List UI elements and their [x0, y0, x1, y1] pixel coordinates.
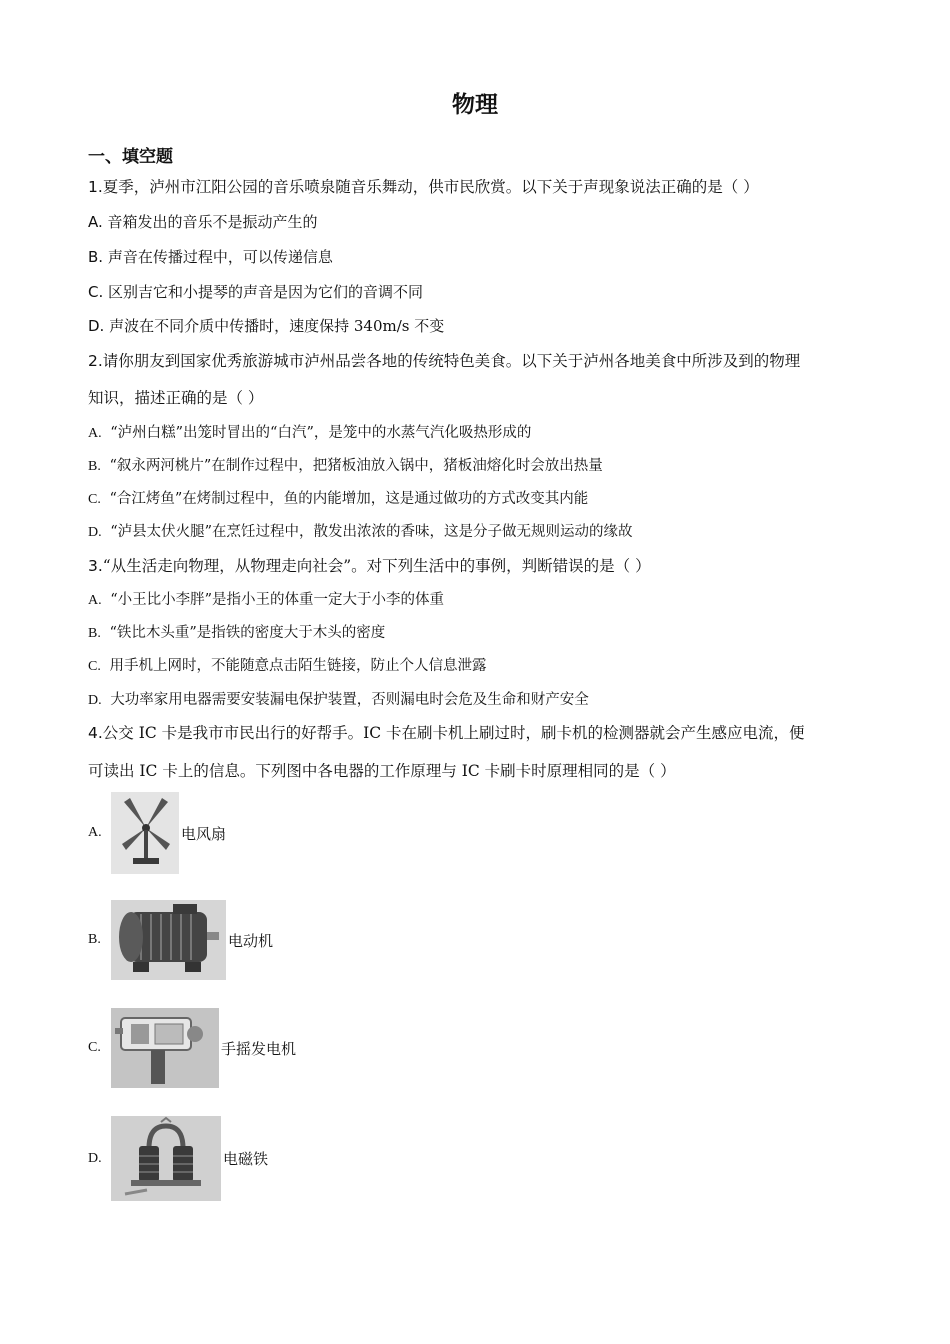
option-text: “小王比小李胖”是指小王的体重一定大于小李的体重: [110, 592, 445, 608]
option-text: 区别吉它和小提琴的声音是因为它们的音调不同: [108, 283, 424, 301]
question-4-stem-continued: [88, 761, 676, 781]
option-letter: B.: [88, 932, 101, 947]
question-1-option-b: [88, 247, 333, 267]
option-letter: A.: [88, 593, 102, 608]
question-1-option-c: [88, 282, 423, 302]
question-text: 知识，描述正确的是（ ）: [88, 389, 264, 407]
question-3-option-b: [88, 623, 385, 644]
option-letter: A.: [88, 213, 103, 231]
option-text: 大功率家用电器需要安装漏电保护装置，否则漏电时会危及生命和财产安全: [110, 692, 589, 708]
option-letter: C.: [88, 283, 104, 301]
option-text: “叙永两河桃片”在制作过程中，把猪板油放入锅中，猪板油熔化时会放出热量: [109, 458, 603, 474]
electric-motor-icon: [111, 900, 226, 980]
question-4-stem: [88, 723, 805, 743]
question-number: 3.: [88, 557, 103, 575]
section-heading: 一、填空题: [88, 147, 173, 167]
question-1-option-d: [88, 316, 444, 336]
question-text: 公交 IC 卡是我市市民出行的好帮手。IC 卡在刷卡机上刷过时，刷卡机的检测器就会产生感应电流，便: [102, 724, 805, 742]
question-number: 4.: [88, 724, 103, 742]
electric-fan-icon: [111, 792, 179, 874]
option-letter: D.: [88, 1150, 102, 1166]
option-letter: C.: [88, 1040, 101, 1055]
option-letter: D.: [88, 317, 105, 335]
option-letter: A.: [88, 825, 102, 840]
question-2-option-c: [88, 489, 588, 510]
option-text: 声波在不同介质中传播时，速度保持 340m/s 不变: [109, 317, 445, 335]
option-letter: A.: [88, 426, 102, 441]
question-text: “从生活走向物理，从物理走向社会”。对下列生活中的事例，判断错误的是（ ）: [102, 557, 651, 575]
option-letter: C.: [88, 492, 101, 507]
question-text: 夏季，泸州市江阳公园的音乐喷泉随音乐舞动，供市民欣赏。以下关于声现象说法正确的是（ ）: [102, 178, 759, 196]
option-text: “泸县太伏火腿”在烹饪过程中，散发出浓浓的香味，这是分子做无规则运动的缘故: [110, 524, 633, 540]
question-3-option-c: [88, 656, 486, 677]
option-text: “合江烤鱼”在烤制过程中，鱼的内能增加，这是通过做功的方式改变其内能: [109, 491, 589, 507]
electromagnet-icon: [111, 1116, 221, 1201]
option-letter: B.: [88, 459, 101, 474]
question-4-option-b: [88, 900, 273, 980]
option-text: 音箱发出的音乐不是振动产生的: [107, 213, 318, 231]
question-number: 2.: [88, 352, 103, 370]
question-text: 请你朋友到国家优秀旅游城市泸州品尝各地的传统特色美食。以下关于泸州各地美食中所涉及到的物理: [102, 352, 801, 370]
question-1-option-a: [88, 212, 318, 232]
question-1-stem: [88, 177, 759, 197]
question-4-option-c: [88, 1008, 296, 1088]
option-label: 电磁铁: [223, 1150, 269, 1168]
question-3-option-d: [88, 690, 589, 711]
option-text: “泸州白糕”出笼时冒出的“白汽”，是笼中的水蒸气汽化吸热形成的: [110, 425, 532, 441]
option-label: 手摇发电机: [221, 1039, 297, 1058]
option-letter: B.: [88, 626, 101, 641]
option-letter: C.: [88, 659, 101, 674]
option-label: 电风扇: [181, 824, 227, 843]
question-3-stem: [88, 556, 651, 576]
question-text: 可读出 IC 卡上的信息。下列图中各电器的工作原理与 IC 卡刷卡时原理相同的是（ ）: [88, 762, 676, 780]
question-2-stem-continued: [88, 388, 263, 408]
question-2-stem: [88, 351, 800, 371]
question-2-option-d: [88, 522, 633, 543]
option-text: “铁比木头重”是指铁的密度大于木头的密度: [109, 625, 386, 641]
question-2-option-b: [88, 456, 603, 477]
question-3-option-a: [88, 590, 444, 611]
question-4-option-a: [88, 792, 226, 874]
question-2-option-a: [88, 423, 531, 444]
option-text: 用手机上网时，不能随意点击陌生链接，防止个人信息泄露: [109, 658, 487, 674]
option-text: 声音在传播过程中，可以传递信息: [107, 248, 333, 266]
page-title: 物理: [452, 92, 498, 118]
option-label: 电动机: [228, 931, 274, 950]
hand-crank-generator-icon: [111, 1008, 219, 1088]
question-number: 1.: [88, 178, 103, 196]
option-letter: D.: [88, 525, 102, 540]
option-letter: D.: [88, 693, 102, 708]
question-4-option-d: [88, 1116, 268, 1201]
option-letter: B.: [88, 248, 104, 266]
